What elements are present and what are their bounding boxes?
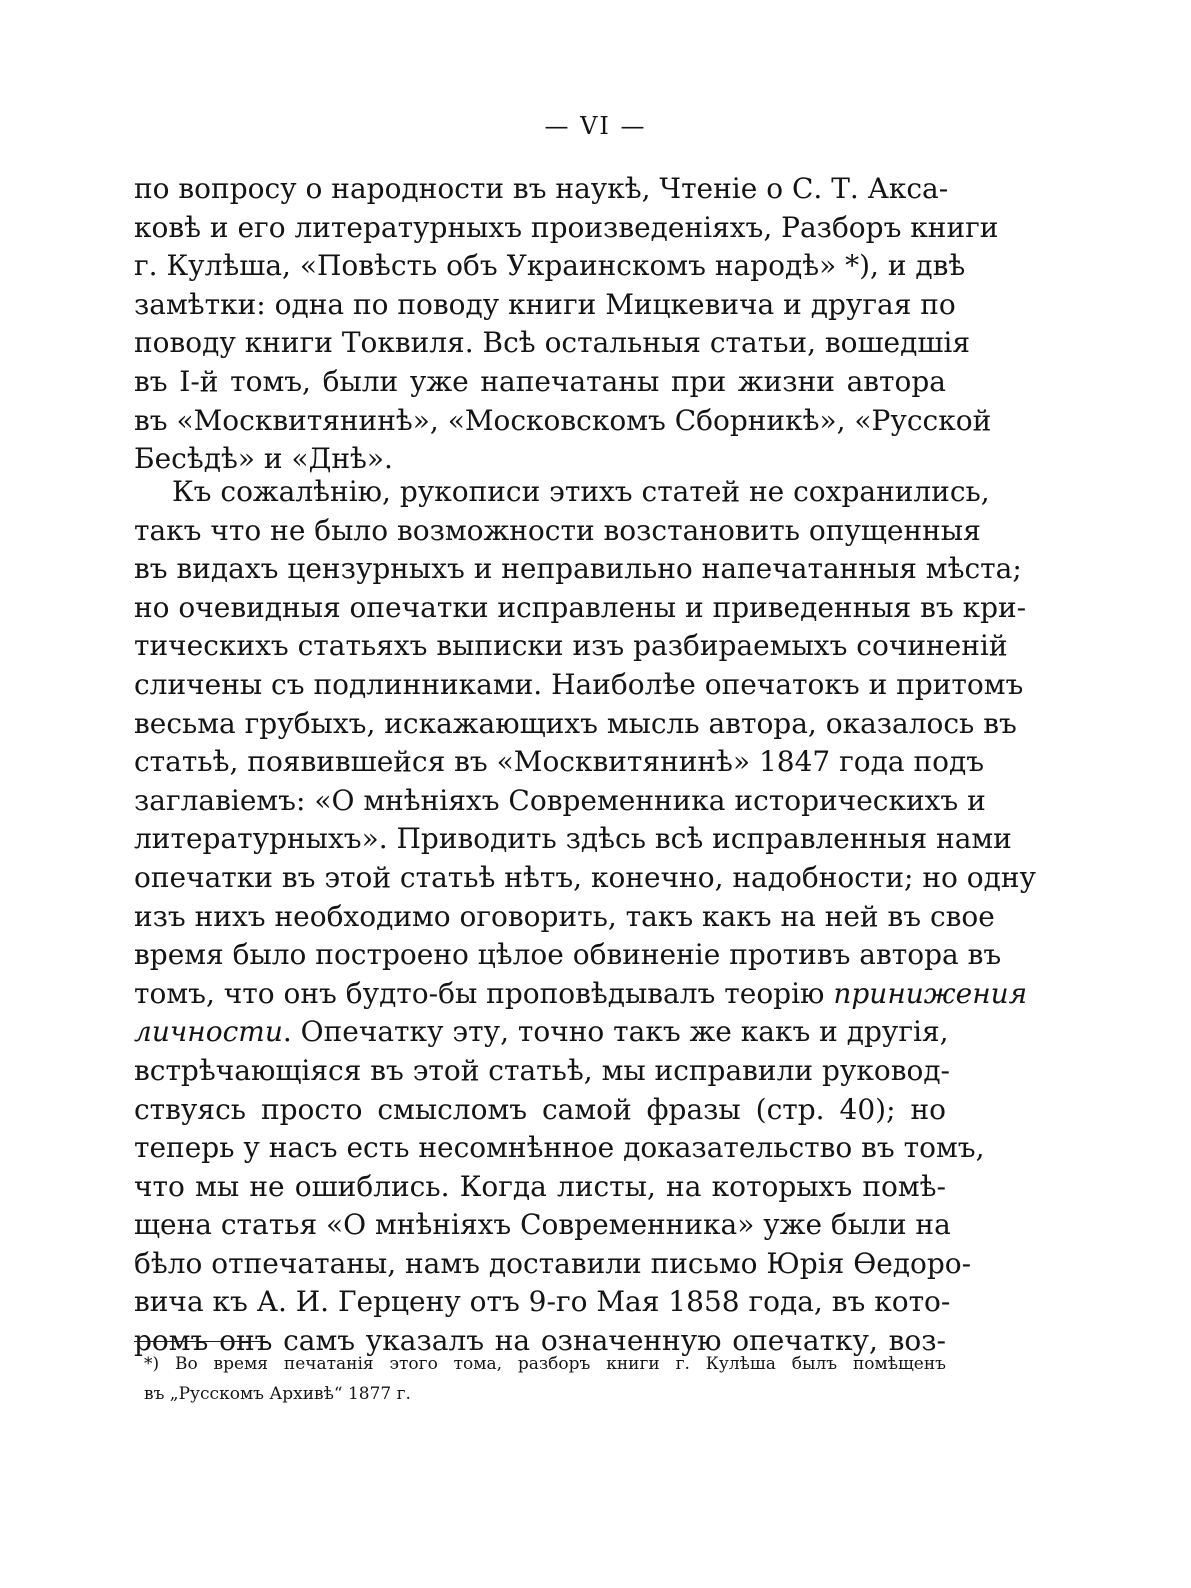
text-line: бѣло отпечатаны, намъ доставили письмо Юрія Ѳедоро- bbox=[134, 1246, 972, 1280]
text-line: Къ сожалѣнію, рукописи этихъ статей не сохранились, bbox=[172, 475, 990, 508]
footnote-divider bbox=[134, 1341, 268, 1342]
text-line: Бесѣдѣ» и «Днѣ». bbox=[134, 442, 393, 476]
text-line: ствуясь просто смысломъ самой фразы (стр. 40); но bbox=[134, 1092, 946, 1126]
emphasis-text: личности bbox=[134, 1015, 283, 1049]
text-line: по вопросу о народности въ наукѣ, Чтеніе о С. Т. Акса- bbox=[134, 172, 949, 205]
text-line: поводу книги Токвиля. Всѣ остальныя статьи, вошедшія bbox=[134, 326, 971, 360]
page-number: — VI — bbox=[544, 112, 647, 140]
text-line bbox=[134, 975, 1028, 1014]
text-line: въ «Москвитянинѣ», «Московскомъ Сборникѣ», «Русской bbox=[134, 403, 992, 437]
text-line: заглавіемъ: «О мнѣніяхъ Современника историческихъ и bbox=[134, 783, 986, 817]
text-line: статьѣ, появившейся въ «Москвитянинѣ» 1847 года подъ bbox=[134, 745, 985, 779]
text-line: въ I-й томъ, были уже напечатаны при жизни автора bbox=[134, 364, 946, 398]
text-segment: томъ, что онъ будто-бы проповѣдывалъ теорію bbox=[134, 976, 825, 1010]
text-line bbox=[134, 1013, 949, 1052]
text-line: сличены съ подлинниками. Наиболѣе опечатокъ и притомъ bbox=[134, 667, 1024, 701]
text-segment: . Опечатку эту, точно такъ же какъ и другія, bbox=[282, 1015, 949, 1049]
footnote-line: *) Во время печатанія этого тома, разборъ книги г. Кулѣша былъ помѣщенъ bbox=[144, 1354, 946, 1374]
text-line: тическихъ статьяхъ выписки изъ разбираемыхъ сочиненій bbox=[134, 629, 1008, 663]
footnote-line: въ „Русскомъ Архивѣ“ 1877 г. bbox=[144, 1384, 411, 1404]
text-line: теперь у насъ есть несомнѣнное доказательство въ томъ, bbox=[134, 1131, 985, 1165]
paragraph-2 bbox=[134, 473, 1037, 1361]
text-line: что мы не ошиблись. Когда листы, на которыхъ помѣ- bbox=[134, 1169, 946, 1203]
text-line: литературныхъ». Приводить здѣсь всѣ исправленныя нами bbox=[134, 822, 1012, 856]
text-line: опечатки въ этой статьѣ нѣтъ, конечно, надобности; но одну bbox=[134, 860, 1037, 894]
text-line: ромъ онъ самъ указалъ на означенную опечатку, воз- bbox=[134, 1324, 946, 1358]
text-line: ковѣ и его литературныхъ произведеніяхъ, Разборъ книги bbox=[134, 210, 999, 244]
footnote bbox=[144, 1349, 946, 1409]
text-line: встрѣчающіяся въ этой статьѣ, мы исправили руковод- bbox=[134, 1053, 951, 1087]
text-line: вича къ А. И. Герцену отъ 9-го Мая 1858 года, въ кото- bbox=[134, 1285, 951, 1319]
text-line: время было построено цѣлое обвиненіе противъ автора въ bbox=[134, 938, 1002, 972]
text-line: весьма грубыхъ, искажающихъ мысль автора, оказалось въ bbox=[134, 706, 1017, 740]
text-line: такъ что не было возможности возстановить опущенныя bbox=[134, 513, 981, 547]
text-line: но очевидныя опечатки исправлены и приведенныя въ кри- bbox=[134, 590, 1027, 624]
text-line: щена статья «О мнѣніяхъ Современника» уже были на bbox=[134, 1208, 951, 1242]
text-line: изъ нихъ необходимо оговорить, такъ какъ на ней въ свое bbox=[134, 899, 995, 933]
text-line: г. Кулѣша, «Повѣсть объ Украинскомъ народѣ» *), и двѣ bbox=[134, 249, 966, 283]
emphasis-text: принижения bbox=[833, 976, 1028, 1010]
text-line: замѣтки: одна по поводу книги Мицкевича и другая по bbox=[134, 287, 956, 321]
paragraph-1 bbox=[134, 170, 999, 479]
text-line: въ видахъ цензурныхъ и неправильно напечатанныя мѣста; bbox=[134, 552, 1022, 586]
